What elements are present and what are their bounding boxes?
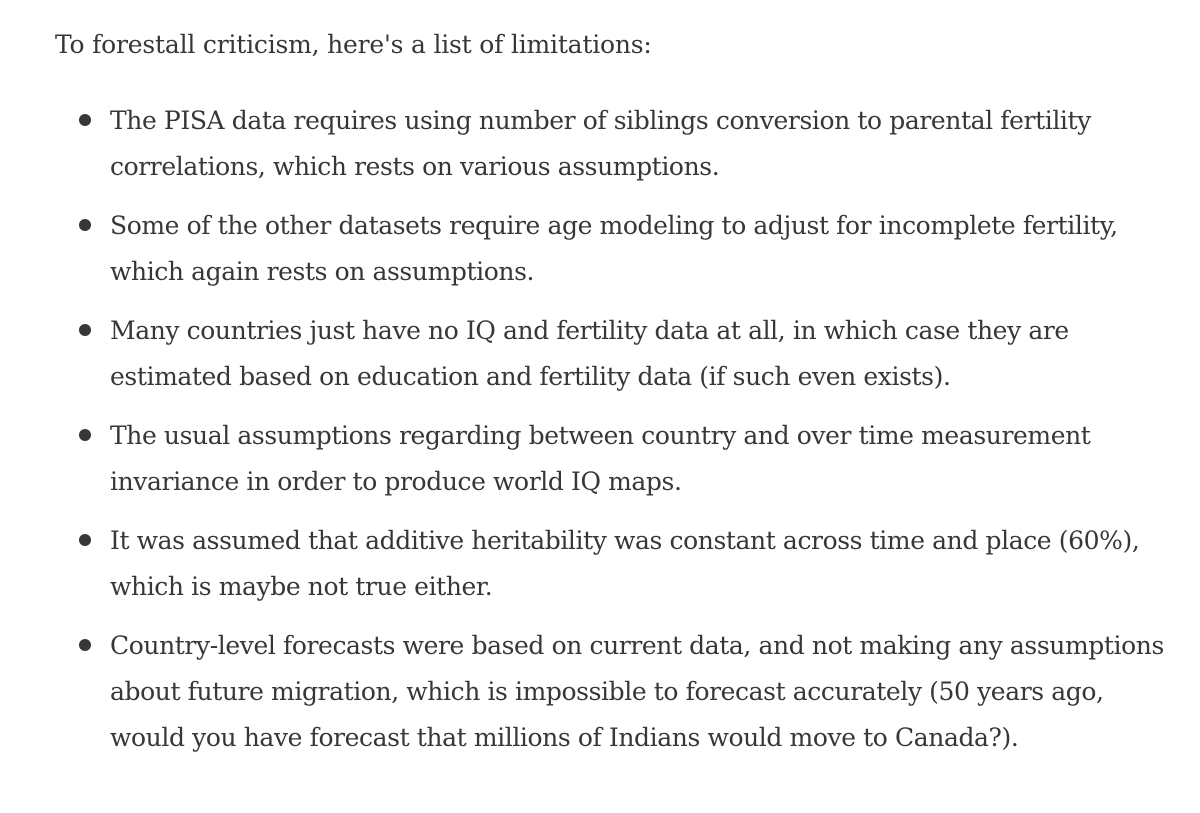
list-item — [55, 413, 1185, 505]
list-item — [55, 623, 1185, 761]
bullet-icon — [79, 429, 91, 441]
bullet-icon — [79, 534, 91, 546]
list-item-text: Some of the other datasets require age modeling to adjust for incomplete fertility, which again rests on assumptions. — [110, 211, 1118, 286]
list-item — [55, 308, 1185, 400]
list-item-text: Many countries just have no IQ and fertility data at all, in which case they are estimated based on education and fertility data (if such even exists). — [110, 316, 1069, 391]
list-item — [55, 203, 1185, 295]
list-item-text: It was assumed that additive heritability was constant across time and place (60%), which is maybe not true either. — [110, 526, 1140, 601]
bullet-icon — [79, 114, 91, 126]
intro-paragraph: To forestall criticism, here's a list of limitations: — [55, 30, 652, 59]
bullet-icon — [79, 639, 91, 651]
list-item — [55, 98, 1185, 190]
limitations-list — [55, 98, 1185, 761]
list-item-text: The PISA data requires using number of siblings conversion to parental fertility correlations, which rests on various assumptions. — [110, 106, 1091, 181]
bullet-icon — [79, 324, 91, 336]
list-item — [55, 518, 1185, 610]
article-body — [55, 0, 1185, 774]
bullet-icon — [79, 219, 91, 231]
list-item-text: The usual assumptions regarding between country and over time measurement invariance in order to produce world IQ maps. — [110, 421, 1091, 496]
list-item-text: Country-level forecasts were based on current data, and not making any assumptions about future migration, which is impossible to forecast accurately (50 years ago, would you have forecast that millions of Indians would move to Canada?). — [110, 631, 1164, 752]
